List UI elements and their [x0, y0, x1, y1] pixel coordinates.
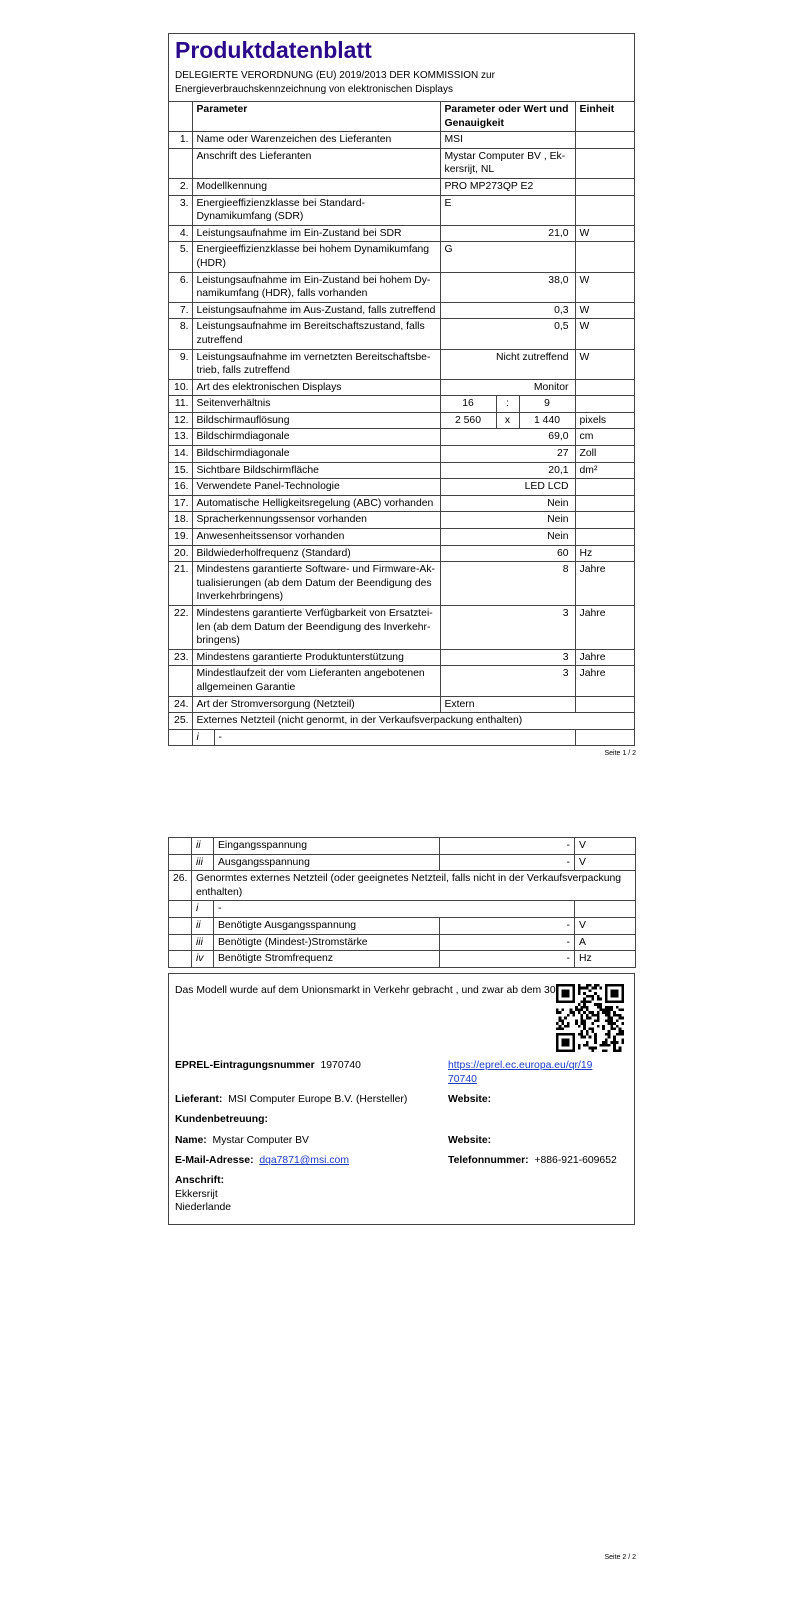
row-unit [575, 729, 635, 745]
row-value: - [440, 951, 575, 968]
address-line-2: Niederlande [175, 1202, 232, 1213]
row-value-part-1: 2 560 [440, 412, 496, 429]
table-row [169, 302, 635, 319]
row-unit [575, 529, 635, 546]
table-row [169, 148, 635, 178]
table-row [169, 495, 635, 512]
row-unit [575, 195, 635, 225]
row-parameter: Externes Netzteil (nicht genormt, in der Verkaufsverpackung enthalten) [192, 713, 635, 730]
row-roman-number: ii [192, 917, 214, 934]
row-parameter: Leistungsaufnahme im Ein-Zustand bei hohem Dy-namikumfang (HDR), falls vorhanden [192, 272, 440, 302]
row-unit: A [575, 934, 636, 951]
row-value: E [440, 195, 575, 225]
row-number [169, 917, 192, 934]
row-number: 24. [169, 696, 192, 713]
row-unit [575, 178, 635, 195]
row-parameter: Art der Stromversorgung (Netzteil) [192, 696, 440, 713]
row-value: MSI [440, 132, 575, 149]
row-unit: dm² [575, 462, 635, 479]
row-value: Nicht zutreffend [440, 349, 575, 379]
email-row [175, 1154, 349, 1168]
table-row [169, 729, 635, 745]
table-row [169, 951, 636, 968]
table-row [169, 713, 635, 730]
row-number: 25. [169, 713, 192, 730]
eprel-link[interactable] [448, 1059, 592, 1086]
table-row [169, 225, 635, 242]
row-parameter: Mindestens garantierte Verfügbarkeit von Ersatztei-len (ab dem Datum der Beendigung des Inverkehr-bringens) [192, 606, 440, 650]
row-roman-number: iii [192, 934, 214, 951]
row-value: Monitor [440, 379, 575, 396]
row-parameter: Modellkennung [192, 178, 440, 195]
row-unit [575, 495, 635, 512]
eprel-row [175, 1059, 361, 1073]
row-value: 69,0 [440, 429, 575, 446]
row-number: 20. [169, 545, 192, 562]
row-parameter: Mindestens garantierte Produktunterstützung [192, 649, 440, 666]
email-link[interactable]: dqa7871@msi.com [259, 1155, 349, 1166]
table-row [169, 446, 635, 463]
eprel-label: EPREL-Eintragungsnummer [175, 1060, 315, 1071]
row-number: 22. [169, 606, 192, 650]
row-number: 5. [169, 242, 192, 272]
row-unit: W [575, 225, 635, 242]
row-unit: cm [575, 429, 635, 446]
header-parameter: Parameter [192, 102, 440, 132]
subtitle-line-1: DELEGIERTE VERORDNUNG (EU) 2019/2013 DER KOMMISSION zur [175, 70, 495, 81]
row-value: - [440, 934, 575, 951]
row-value: 21,0 [440, 225, 575, 242]
row-value-part-2: 9 [519, 396, 575, 413]
row-value: 60 [440, 545, 575, 562]
row-parameter: Leistungsaufnahme im vernetzten Bereitschaftsbe-trieb, falls zutreffend [192, 349, 440, 379]
row-parameter: Sichtbare Bildschirmfläche [192, 462, 440, 479]
row-unit [575, 696, 635, 713]
row-number: 12. [169, 412, 192, 429]
table-row [169, 195, 635, 225]
row-unit [575, 242, 635, 272]
row-number: 13. [169, 429, 192, 446]
row-roman-number: iii [192, 854, 214, 871]
name-row [175, 1134, 309, 1148]
row-unit: Zoll [575, 446, 635, 463]
row-parameter: Bildschirmauflösung [192, 412, 440, 429]
table-row [169, 242, 635, 272]
table-row [169, 429, 635, 446]
row-number: 19. [169, 529, 192, 546]
row-roman-number: iv [192, 951, 214, 968]
table-row [169, 934, 636, 951]
name-label: Name: [175, 1135, 207, 1146]
row-value: PRO MP273QP E2 [440, 178, 575, 195]
row-number: 9. [169, 349, 192, 379]
page-title: Produktdatenblatt [175, 37, 372, 63]
header-value: Parameter oder Wert und Genauigkeit [440, 102, 575, 132]
table-row [169, 838, 636, 855]
row-number: 10. [169, 379, 192, 396]
row-number [169, 901, 192, 918]
row-value: 27 [440, 446, 575, 463]
supplier-row [175, 1093, 407, 1107]
phone-label: Telefonnummer: [448, 1155, 529, 1166]
row-roman-number: ii [192, 838, 214, 855]
row-parameter: Energieeffizienzklasse bei hohem Dynamikumfang (HDR) [192, 242, 440, 272]
row-value: 0,5 [440, 319, 575, 349]
phone-value: +886-921-609652 [534, 1155, 617, 1166]
row-value-separator: x [496, 412, 519, 429]
address-label: Anschrift: [175, 1175, 225, 1186]
row-unit: W [575, 319, 635, 349]
row-number: 26. [169, 871, 192, 901]
row-number [169, 666, 192, 696]
row-parameter: Energieeffizienzklasse bei Standard-Dynamikumfang (SDR) [192, 195, 440, 225]
eprel-number: 1970740 [320, 1060, 361, 1071]
table-row [169, 901, 636, 918]
row-unit: W [575, 349, 635, 379]
row-number: 18. [169, 512, 192, 529]
row-value: 20,1 [440, 462, 575, 479]
row-number: 15. [169, 462, 192, 479]
row-number: 2. [169, 178, 192, 195]
row-parameter: Anschrift des Lieferanten [192, 148, 440, 178]
row-parameter: Mindestlaufzeit der vom Lieferanten angebotenen allgemeinen Garantie [192, 666, 440, 696]
table-row [169, 178, 635, 195]
row-unit [575, 901, 636, 918]
table-row [169, 272, 635, 302]
datasheet-page-1 [168, 33, 635, 746]
row-value: G [440, 242, 575, 272]
table-row [169, 132, 635, 149]
table-row [169, 412, 635, 429]
support-label: Kundenbetreuung: [175, 1114, 268, 1125]
address-line-1: Ekkersrijt [175, 1188, 218, 1200]
qr-code-icon[interactable] [556, 984, 624, 1052]
table-row [169, 512, 635, 529]
row-parameter: Name oder Warenzeichen des Lieferanten [192, 132, 440, 149]
row-parameter: Seitenverhältnis [192, 396, 440, 413]
table-row [169, 379, 635, 396]
table-row [169, 606, 635, 650]
row-parameter: Benötigte Stromfrequenz [214, 951, 440, 968]
table-row [169, 854, 636, 871]
row-parameter: Benötigte Ausgangsspannung [214, 917, 440, 934]
row-unit: Jahre [575, 562, 635, 606]
row-number [169, 838, 192, 855]
website-label: Website: [448, 1094, 492, 1105]
supplier-value: MSI Computer Europe B.V. (Hersteller) [228, 1094, 408, 1105]
page-number-1: Seite 1 / 2 [604, 750, 636, 757]
row-unit: Hz [575, 951, 636, 968]
subtitle-line-2: Energieverbrauchskennzeichnung von elektronischen Displays [175, 84, 453, 95]
row-number: 7. [169, 302, 192, 319]
row-parameter: - [214, 729, 575, 745]
row-parameter: Anwesenheitssensor vorhanden [192, 529, 440, 546]
table-row [169, 696, 635, 713]
header-unit: Einheit [575, 102, 635, 132]
email-label: E-Mail-Adresse: [175, 1155, 254, 1166]
row-value: 38,0 [440, 272, 575, 302]
row-number: 21. [169, 562, 192, 606]
row-unit [575, 396, 635, 413]
website-2-label: Website: [448, 1135, 492, 1146]
row-unit [575, 148, 635, 178]
table-row [169, 562, 635, 606]
row-value: Nein [440, 529, 575, 546]
row-unit: pixels [575, 412, 635, 429]
row-number [169, 934, 192, 951]
row-value: Nein [440, 495, 575, 512]
row-unit: Jahre [575, 606, 635, 650]
row-parameter: Eingangsspannung [214, 838, 440, 855]
address-block [175, 1174, 231, 1215]
row-parameter: Genormtes externes Netzteil (oder geeignetes Netzteil, falls nicht in der Verkaufsverpackung enthalten) [192, 871, 636, 901]
manufacturer-info-box [168, 973, 635, 1225]
page-number-2: Seite 2 / 2 [604, 1554, 636, 1561]
row-parameter: Automatische Helligkeitsregelung (ABC) vorhanden [192, 495, 440, 512]
table-row [169, 396, 635, 413]
table-row [169, 666, 635, 696]
row-value: LED LCD [440, 479, 575, 496]
row-unit [575, 379, 635, 396]
row-number: 11. [169, 396, 192, 413]
row-value: 8 [440, 562, 575, 606]
table-row [169, 917, 636, 934]
row-unit: Jahre [575, 666, 635, 696]
row-unit: V [575, 854, 636, 871]
row-parameter: Bildschirmdiagonale [192, 446, 440, 463]
row-value-part-1: 16 [440, 396, 496, 413]
supplier-label: Lieferant: [175, 1094, 223, 1105]
row-number [169, 148, 192, 178]
table-row [169, 479, 635, 496]
row-value: Mystar Computer BV , Ek-kersrijt, NL [440, 148, 575, 178]
table-row [169, 462, 635, 479]
row-value: - [440, 854, 575, 871]
row-value: Nein [440, 512, 575, 529]
row-number: 4. [169, 225, 192, 242]
row-parameter: Spracherkennungssensor vorhanden [192, 512, 440, 529]
header-number-cell [169, 102, 192, 132]
row-parameter: Bildschirmdiagonale [192, 429, 440, 446]
row-number [169, 729, 192, 745]
row-number: 8. [169, 319, 192, 349]
table-header-row [169, 102, 635, 132]
row-value: - [440, 917, 575, 934]
row-roman-number: i [192, 901, 214, 918]
row-number [169, 951, 192, 968]
row-parameter: Benötigte (Mindest-)Stromstärke [214, 934, 440, 951]
table-row [169, 319, 635, 349]
eprel-link-line-2[interactable]: 70740 [448, 1073, 477, 1085]
row-value: 3 [440, 666, 575, 696]
row-value: Extern [440, 696, 575, 713]
row-parameter: Ausgangsspannung [214, 854, 440, 871]
parameter-table [169, 101, 635, 745]
row-value: 3 [440, 606, 575, 650]
row-parameter: Leistungsaufnahme im Aus-Zustand, falls zutreffend [192, 302, 440, 319]
regulation-subtitle [169, 64, 634, 101]
row-value: 3 [440, 649, 575, 666]
table-row [169, 871, 636, 901]
row-value-part-2: 1 440 [519, 412, 575, 429]
row-number: 6. [169, 272, 192, 302]
row-unit [575, 132, 635, 149]
row-value: - [440, 838, 575, 855]
table-row [169, 349, 635, 379]
row-value-separator: : [496, 396, 519, 413]
row-unit: W [575, 302, 635, 319]
row-parameter: Art des elektronischen Displays [192, 379, 440, 396]
row-parameter: Mindestens garantierte Software- und Firmware-Ak-tualisierungen (ab dem Datum der Beendigung des Inverkehrbringens) [192, 562, 440, 606]
row-unit: Jahre [575, 649, 635, 666]
name-value: Mystar Computer BV [212, 1135, 309, 1146]
row-unit: V [575, 838, 636, 855]
row-value: 0,3 [440, 302, 575, 319]
row-number: 17. [169, 495, 192, 512]
row-number: 1. [169, 132, 192, 149]
row-number [169, 854, 192, 871]
row-unit [575, 512, 635, 529]
row-number: 14. [169, 446, 192, 463]
market-date-text: Das Modell wurde auf dem Unionsmarkt in Verkehr gebracht , und zwar ab dem 30 [175, 985, 556, 996]
row-parameter: Leistungsaufnahme im Bereitschaftszustand, falls zutreffend [192, 319, 440, 349]
table-row [169, 649, 635, 666]
row-parameter: - [214, 901, 575, 918]
row-parameter: Leistungsaufnahme im Ein-Zustand bei SDR [192, 225, 440, 242]
row-parameter: Verwendete Panel-Technologie [192, 479, 440, 496]
eprel-link-line-1[interactable]: https://eprel.ec.europa.eu/qr/19 [448, 1060, 593, 1071]
row-roman-number: i [192, 729, 214, 745]
row-unit: Hz [575, 545, 635, 562]
row-unit: V [575, 917, 636, 934]
row-unit [575, 479, 635, 496]
row-unit: W [575, 272, 635, 302]
table-row [169, 545, 635, 562]
parameter-table-continued [168, 837, 636, 968]
phone-row [448, 1154, 617, 1168]
table-row [169, 529, 635, 546]
row-parameter: Bildwiederholfrequenz (Standard) [192, 545, 440, 562]
row-number: 16. [169, 479, 192, 496]
row-number: 23. [169, 649, 192, 666]
row-number: 3. [169, 195, 192, 225]
